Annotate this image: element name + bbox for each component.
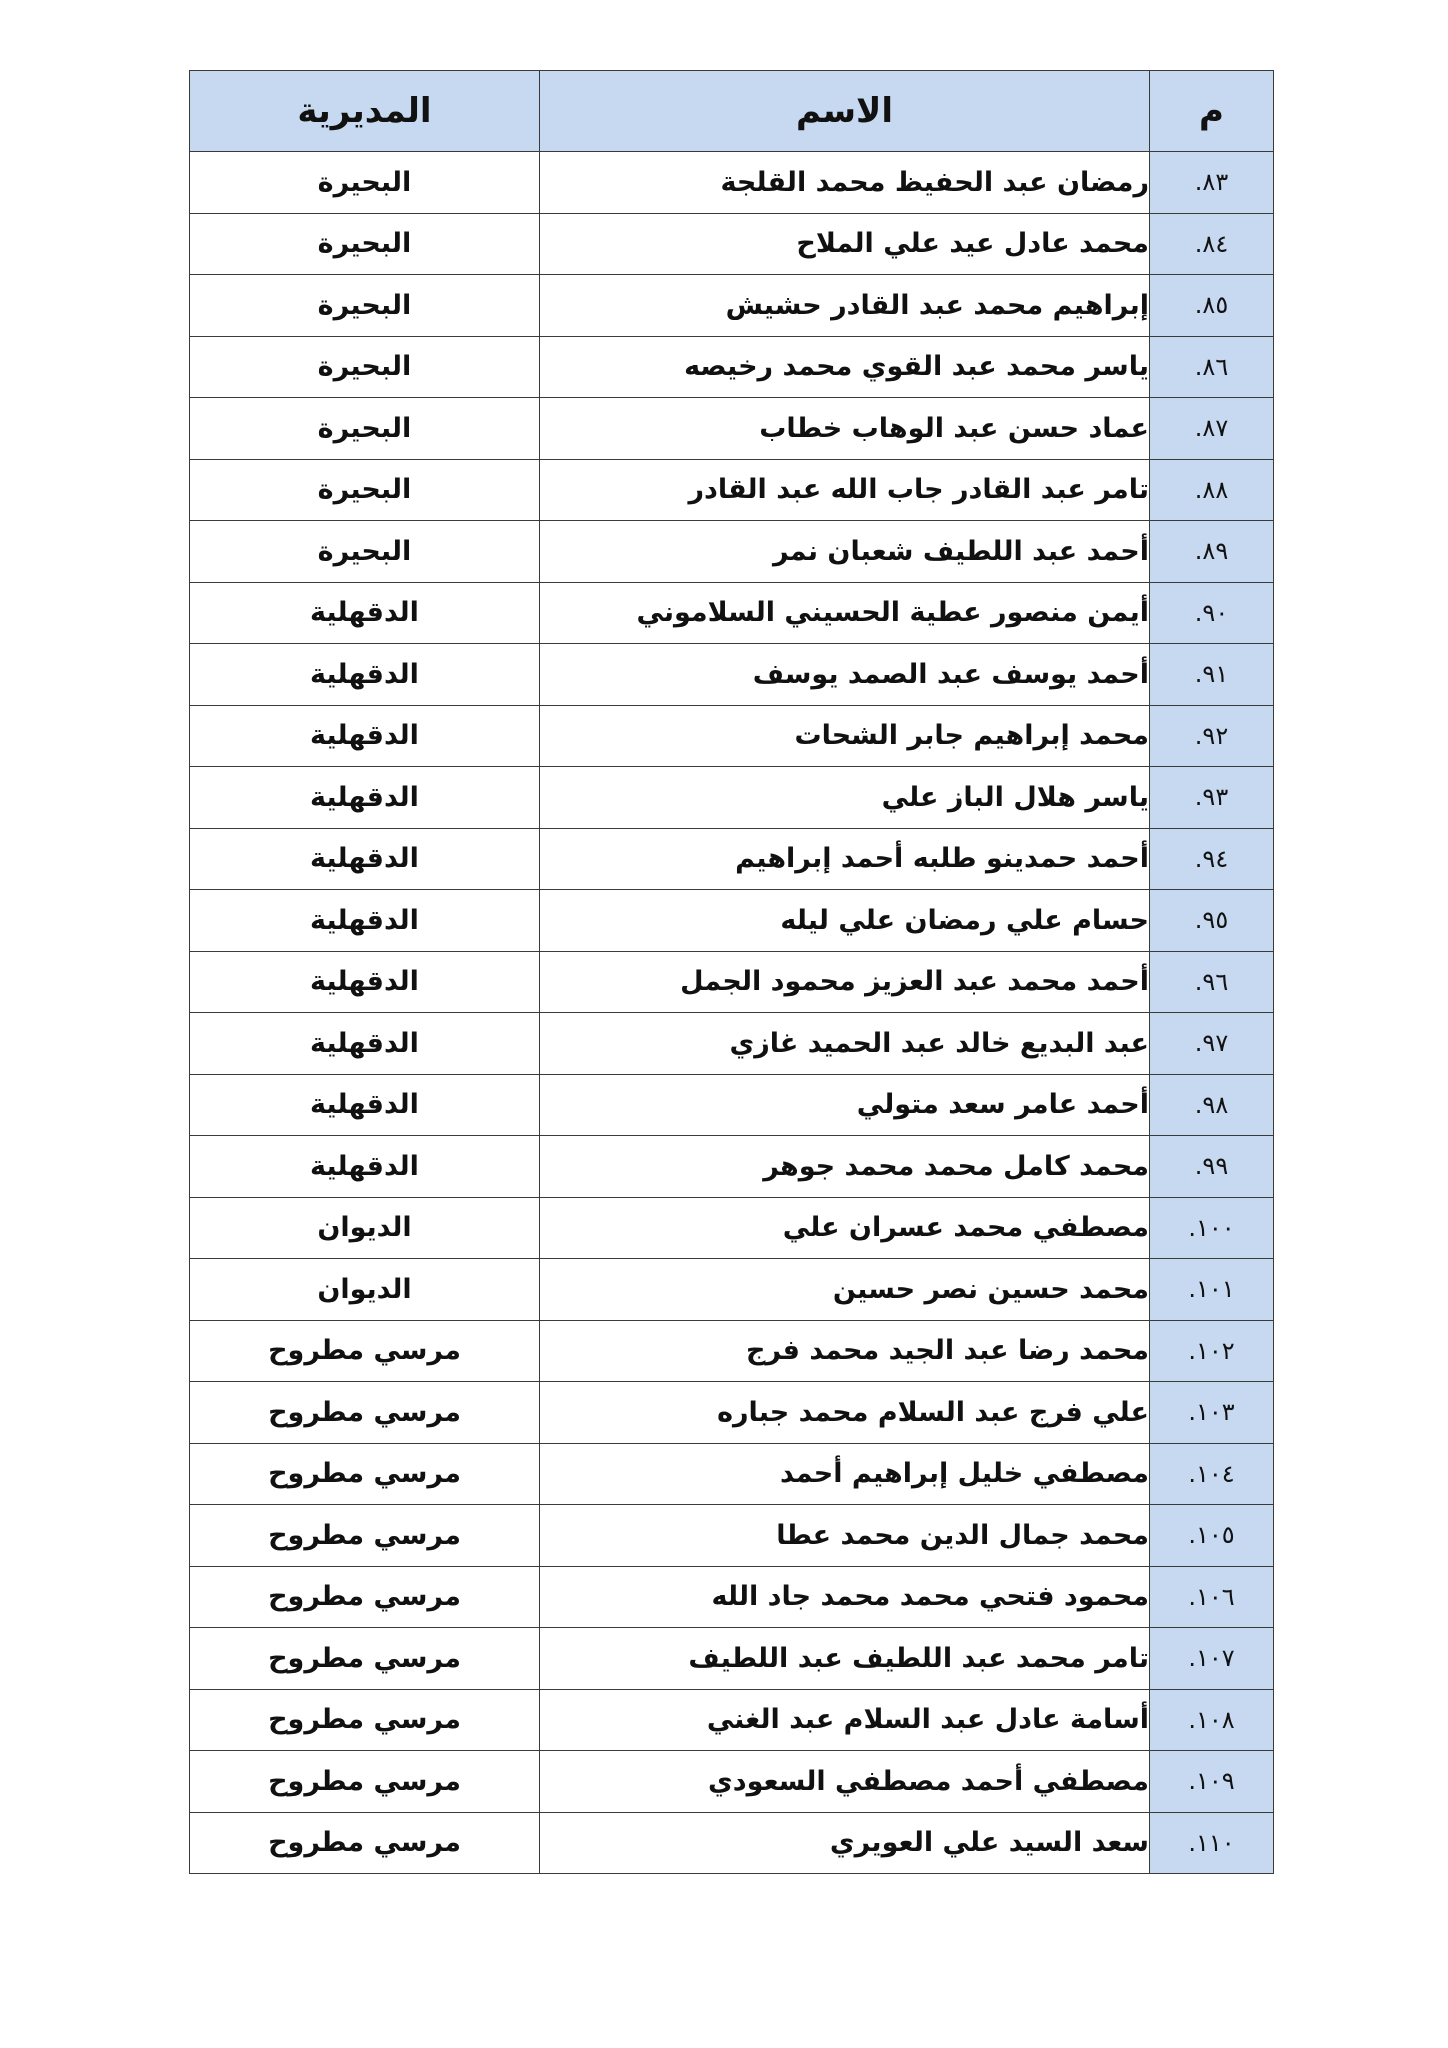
row-name: محمد عادل عيد علي الملاح	[540, 213, 1150, 275]
row-number: ٨٩.	[1150, 521, 1274, 583]
table-row	[190, 459, 1274, 521]
row-directorate: البحيرة	[190, 275, 540, 337]
row-number: ٩٦.	[1150, 951, 1274, 1013]
row-name: أحمد يوسف عبد الصمد يوسف	[540, 644, 1150, 706]
row-number: ٩٨.	[1150, 1074, 1274, 1136]
row-directorate: البحيرة	[190, 521, 540, 583]
table-row	[190, 1566, 1274, 1628]
row-directorate: البحيرة	[190, 398, 540, 460]
names-table	[189, 70, 1274, 1874]
row-number: ٨٧.	[1150, 398, 1274, 460]
row-name: ياسر محمد عبد القوي محمد رخيصه	[540, 336, 1150, 398]
table-row	[190, 1628, 1274, 1690]
row-number: ١٠٤.	[1150, 1443, 1274, 1505]
table-row	[190, 1751, 1274, 1813]
table-row	[190, 1812, 1274, 1874]
row-directorate: مرسي مطروح	[190, 1689, 540, 1751]
table-row	[190, 521, 1274, 583]
row-directorate: الدقهلية	[190, 951, 540, 1013]
row-name: مصطفي محمد عسران علي	[540, 1197, 1150, 1259]
row-name: حسام علي رمضان علي ليله	[540, 890, 1150, 952]
row-name: محمود فتحي محمد محمد جاد الله	[540, 1566, 1150, 1628]
row-directorate: الديوان	[190, 1259, 540, 1321]
row-number: ٩٢.	[1150, 705, 1274, 767]
row-number: ٩٤.	[1150, 828, 1274, 890]
row-name: أسامة عادل عبد السلام عبد الغني	[540, 1689, 1150, 1751]
table-row	[190, 828, 1274, 890]
row-name: عماد حسن عبد الوهاب خطاب	[540, 398, 1150, 460]
row-directorate: مرسي مطروح	[190, 1812, 540, 1874]
row-directorate: الدقهلية	[190, 705, 540, 767]
table-row	[190, 582, 1274, 644]
row-number: ٨٤.	[1150, 213, 1274, 275]
row-number: ٨٣.	[1150, 152, 1274, 214]
table-row	[190, 1136, 1274, 1198]
row-name: سعد السيد علي العويري	[540, 1812, 1150, 1874]
row-number: ٩٩.	[1150, 1136, 1274, 1198]
table-body	[190, 152, 1274, 1874]
header-name: الاسم	[540, 71, 1150, 152]
row-name: محمد إبراهيم جابر الشحات	[540, 705, 1150, 767]
row-directorate: الدقهلية	[190, 582, 540, 644]
table-row	[190, 1197, 1274, 1259]
row-directorate: الدقهلية	[190, 767, 540, 829]
row-number: ٩٥.	[1150, 890, 1274, 952]
row-directorate: الديوان	[190, 1197, 540, 1259]
table-row	[190, 1259, 1274, 1321]
row-directorate: الدقهلية	[190, 644, 540, 706]
row-directorate: مرسي مطروح	[190, 1382, 540, 1444]
row-name: مصطفي خليل إبراهيم أحمد	[540, 1443, 1150, 1505]
table-row	[190, 890, 1274, 952]
row-directorate: مرسي مطروح	[190, 1751, 540, 1813]
row-name: أحمد محمد عبد العزيز محمود الجمل	[540, 951, 1150, 1013]
row-name: ياسر هلال الباز علي	[540, 767, 1150, 829]
row-directorate: الدقهلية	[190, 1013, 540, 1075]
row-number: ١٠٦.	[1150, 1566, 1274, 1628]
row-number: ١٠٩.	[1150, 1751, 1274, 1813]
row-number: ١٠٢.	[1150, 1320, 1274, 1382]
row-name: عبد البديع خالد عبد الحميد غازي	[540, 1013, 1150, 1075]
row-name: أحمد حمدينو طلبه أحمد إبراهيم	[540, 828, 1150, 890]
row-directorate: مرسي مطروح	[190, 1566, 540, 1628]
row-directorate: الدقهلية	[190, 828, 540, 890]
row-number: ١٠٠.	[1150, 1197, 1274, 1259]
row-name: علي فرج عبد السلام محمد جباره	[540, 1382, 1150, 1444]
row-name: أحمد عامر سعد متولي	[540, 1074, 1150, 1136]
row-directorate: مرسي مطروح	[190, 1320, 540, 1382]
row-number: ١١٠.	[1150, 1812, 1274, 1874]
row-name: تامر محمد عبد اللطيف عبد اللطيف	[540, 1628, 1150, 1690]
row-name: محمد رضا عبد الجيد محمد فرج	[540, 1320, 1150, 1382]
row-directorate: مرسي مطروح	[190, 1505, 540, 1567]
row-directorate: البحيرة	[190, 213, 540, 275]
row-directorate: الدقهلية	[190, 890, 540, 952]
row-name: تامر عبد القادر جاب الله عبد القادر	[540, 459, 1150, 521]
table-row	[190, 398, 1274, 460]
table-row	[190, 644, 1274, 706]
table-row	[190, 1689, 1274, 1751]
row-directorate: البحيرة	[190, 459, 540, 521]
table-row	[190, 275, 1274, 337]
document-page	[190, 70, 1274, 1874]
row-directorate: البحيرة	[190, 152, 540, 214]
table-row	[190, 1443, 1274, 1505]
row-number: ١٠٣.	[1150, 1382, 1274, 1444]
row-directorate: مرسي مطروح	[190, 1443, 540, 1505]
row-name: أحمد عبد اللطيف شعبان نمر	[540, 521, 1150, 583]
table-row	[190, 213, 1274, 275]
row-name: محمد حسين نصر حسين	[540, 1259, 1150, 1321]
row-number: ٩٠.	[1150, 582, 1274, 644]
row-number: ٨٨.	[1150, 459, 1274, 521]
row-directorate: الدقهلية	[190, 1136, 540, 1198]
table-row	[190, 951, 1274, 1013]
table-row	[190, 1382, 1274, 1444]
table-row	[190, 152, 1274, 214]
row-name: محمد كامل محمد محمد جوهر	[540, 1136, 1150, 1198]
table-row	[190, 705, 1274, 767]
row-name: رمضان عبد الحفيظ محمد القلجة	[540, 152, 1150, 214]
row-number: ١٠٧.	[1150, 1628, 1274, 1690]
table-row	[190, 1505, 1274, 1567]
row-name: إبراهيم محمد عبد القادر حشيش	[540, 275, 1150, 337]
header-row	[190, 71, 1274, 152]
row-number: ٩٣.	[1150, 767, 1274, 829]
table-row	[190, 1013, 1274, 1075]
row-number: ٨٦.	[1150, 336, 1274, 398]
row-name: أيمن منصور عطية الحسيني السلاموني	[540, 582, 1150, 644]
row-directorate: البحيرة	[190, 336, 540, 398]
table-row	[190, 336, 1274, 398]
row-directorate: مرسي مطروح	[190, 1628, 540, 1690]
row-number: ٩١.	[1150, 644, 1274, 706]
row-directorate: الدقهلية	[190, 1074, 540, 1136]
row-number: ٨٥.	[1150, 275, 1274, 337]
row-number: ١٠٥.	[1150, 1505, 1274, 1567]
row-name: مصطفي أحمد مصطفي السعودي	[540, 1751, 1150, 1813]
row-number: ١٠١.	[1150, 1259, 1274, 1321]
row-name: محمد جمال الدين محمد عطا	[540, 1505, 1150, 1567]
table-header	[190, 71, 1274, 152]
header-number: م	[1150, 71, 1274, 152]
table-row	[190, 767, 1274, 829]
row-number: ٩٧.	[1150, 1013, 1274, 1075]
table-row	[190, 1074, 1274, 1136]
table-row	[190, 1320, 1274, 1382]
row-number: ١٠٨.	[1150, 1689, 1274, 1751]
header-directorate: المديرية	[190, 71, 540, 152]
